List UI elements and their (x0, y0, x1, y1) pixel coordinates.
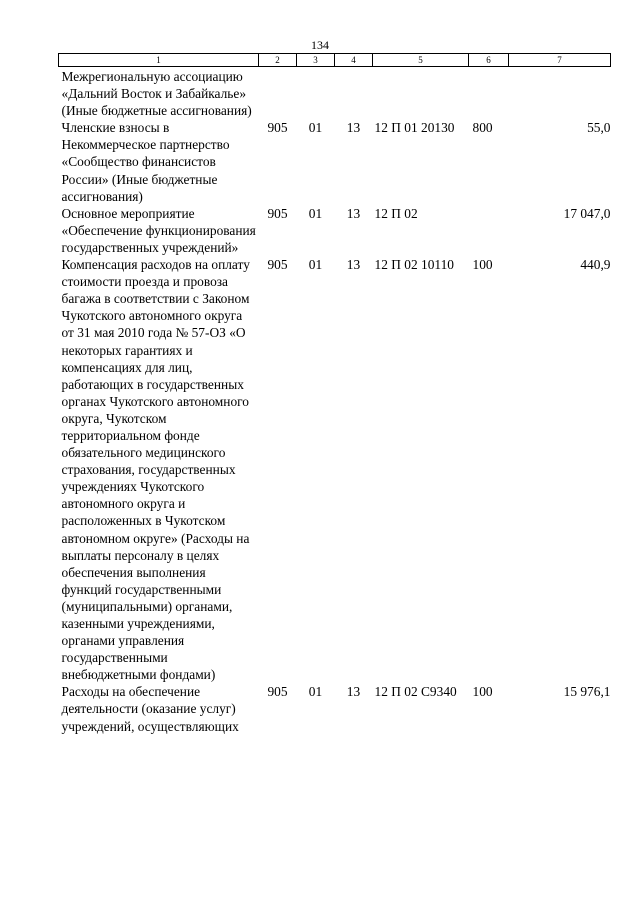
row-subsection: 13 (346, 205, 361, 221)
row-name: Компенсация расходов на оплату стоимости проезда и провоза багажа в соответствии с Законом Чукотского автономного округа от 31 мая 2010 года № 57-ОЗ «О некоторых гарантиях и компенсациях для лиц, работающих в государственных органах Чукотского автономного округа, Чукотском территориальном фонде обязательного медицинского страхования, государственных учреждениях Чукотского автономного округа и расположенных в Чукотском автономном округе» (Расходы на выплаты персоналу в целях обеспечения выполнения функций государственными (муниципальными) органами, казенными учреждениями, органами управления государственными внебюджетными фондами) (61, 257, 250, 683)
row-amount: 15 976,1 (563, 684, 611, 700)
row-grbs: 905 (267, 120, 288, 136)
row-section: 01 (308, 684, 323, 700)
row-grbs: 905 (267, 257, 288, 273)
row-expense-type: 100 (472, 257, 493, 273)
row-subsection: 13 (346, 257, 361, 273)
row-target-article (373, 67, 469, 120)
header-col-2: 2 (259, 54, 297, 67)
row-expense-type (469, 205, 509, 256)
row-expense-type (469, 67, 509, 120)
row-section (297, 67, 335, 120)
table-row (59, 119, 611, 204)
header-col-6: 6 (469, 54, 509, 67)
row-name: Расходы на обеспечение деятельности (оказание услуг) учреждений, осуществляющих (61, 684, 239, 734)
header-col-3: 3 (297, 54, 335, 67)
row-section: 01 (308, 120, 323, 136)
table-row (59, 256, 611, 683)
row-target-article: 12 П 02 С9340 (374, 684, 457, 700)
row-grbs: 905 (267, 684, 288, 700)
row-section: 01 (308, 257, 323, 273)
row-expense-type: 100 (472, 684, 493, 700)
row-amount (509, 67, 611, 120)
row-name: Членские взносы в Некоммерческое партнерство «Сообщество финансистов России» (Иные бюджетные ассигнования) (61, 120, 230, 204)
row-subsection: 13 (346, 120, 361, 136)
row-amount: 17 047,0 (563, 205, 611, 221)
row-subsection (335, 67, 373, 120)
header-col-7: 7 (509, 54, 611, 67)
header-col-4: 4 (335, 54, 373, 67)
page-number: 134 (311, 38, 329, 52)
row-section: 01 (308, 205, 323, 221)
header-col-1: 1 (59, 54, 259, 67)
table-row (59, 683, 611, 734)
row-target-article: 12 П 02 10110 (374, 257, 454, 273)
row-grbs (259, 67, 297, 120)
row-name: Межрегиональную ассоциацию «Дальний Восток и Забайкалье» (Иные бюджетные ассигнования) (61, 69, 252, 119)
row-name: Основное мероприятие «Обеспечение функционирования государственных учреждений» (61, 205, 256, 255)
table-row (59, 205, 611, 256)
row-grbs: 905 (267, 205, 288, 221)
row-amount: 440,9 (580, 257, 611, 273)
header-row (59, 54, 611, 67)
row-target-article: 12 П 02 (374, 205, 418, 221)
header-col-5: 5 (373, 54, 469, 67)
row-target-article: 12 П 01 20130 (374, 120, 455, 136)
table-row (59, 67, 611, 120)
row-amount: 55,0 (587, 120, 611, 136)
row-subsection: 13 (346, 684, 361, 700)
budget-table (58, 53, 611, 735)
row-expense-type: 800 (472, 120, 493, 136)
